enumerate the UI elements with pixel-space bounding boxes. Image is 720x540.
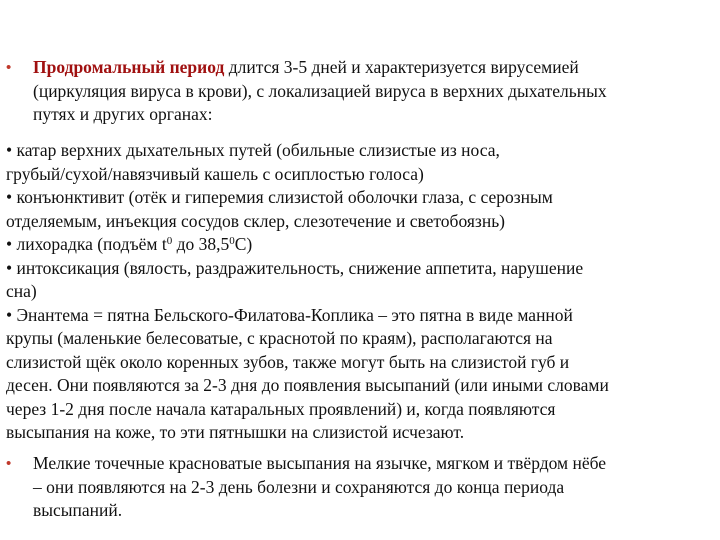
bullet-dot-icon: •	[6, 455, 12, 472]
symptom-line: сна)	[6, 281, 37, 301]
symptom-line: • конъюнктивит (отёк и гиперемия слизистой оболочки глаза, с серозным	[6, 187, 553, 207]
intro-line-1	[33, 56, 711, 80]
final-line-2: – они появляются на 2-3 день болезни и сохраняются до конца периода	[33, 476, 565, 497]
final-bullet-text	[33, 452, 711, 523]
symptom-line: десен. Они появляются за 2-3 дня до появления высыпаний (или иными словами	[6, 375, 609, 395]
intro-line-2: (циркуляция вируса в крови), с локализацией вируса в верхних дыхательных	[33, 80, 607, 101]
prodromal-period-term: Продромальный период	[33, 57, 225, 77]
intro-line-3: путях и других органах:	[33, 104, 213, 124]
symptom-line: • Энантема = пятна Бельского-Филатова-Коплика – это пятна в виде манной	[6, 304, 573, 325]
symptom-line: слизистой щёк около коренных зубов, также могут быть на слизистой губ и	[6, 351, 570, 372]
symptom-line: крупы (маленькие белесоватые, с краснотой по краям), располагаются на	[6, 328, 553, 348]
symptom-line: отделяемым, инъекция сосудов склер, слезотечение и светобоязнь)	[6, 210, 506, 231]
intro-bullet	[6, 56, 711, 127]
symptoms-block	[6, 139, 711, 445]
symptom-line: грубый/сухой/навязчивый кашель с осиплостью голоса)	[6, 163, 424, 184]
intro-bullet-text	[33, 56, 711, 127]
final-line-3: высыпаний.	[33, 500, 123, 520]
final-bullet	[6, 452, 711, 523]
final-bullet-row	[6, 452, 711, 523]
intro-bullet-row	[6, 56, 711, 127]
symptom-line: • катар верхних дыхательных путей (обильные слизистые из носа,	[6, 140, 500, 160]
symptom-line: высыпания на коже, то эти пятнышки на слизистой исчезают.	[6, 422, 465, 442]
fever-sup-1: 0	[166, 235, 173, 247]
final-line-1: Мелкие точечные красноватые высыпания на язычке, мягком и твёрдом нёбе	[33, 453, 607, 473]
fever-prefix: • лихорадка (подъём t	[6, 234, 167, 254]
intro-line-1-rest: длится 3-5 дней и характеризуется вирусемией	[224, 57, 579, 77]
fever-middle: до 38,5	[172, 234, 230, 254]
symptom-line: • интоксикация (вялость, раздражительность, снижение аппетита, нарушение	[6, 257, 584, 278]
bullet-dot-icon: •	[6, 59, 12, 76]
fever-sup-2: 0	[229, 235, 235, 247]
symptom-line: через 1-2 дня после начала катаральных проявлений) и, когда появляются	[6, 398, 556, 419]
fever-suffix: С)	[234, 234, 253, 254]
fever-line	[6, 233, 711, 257]
